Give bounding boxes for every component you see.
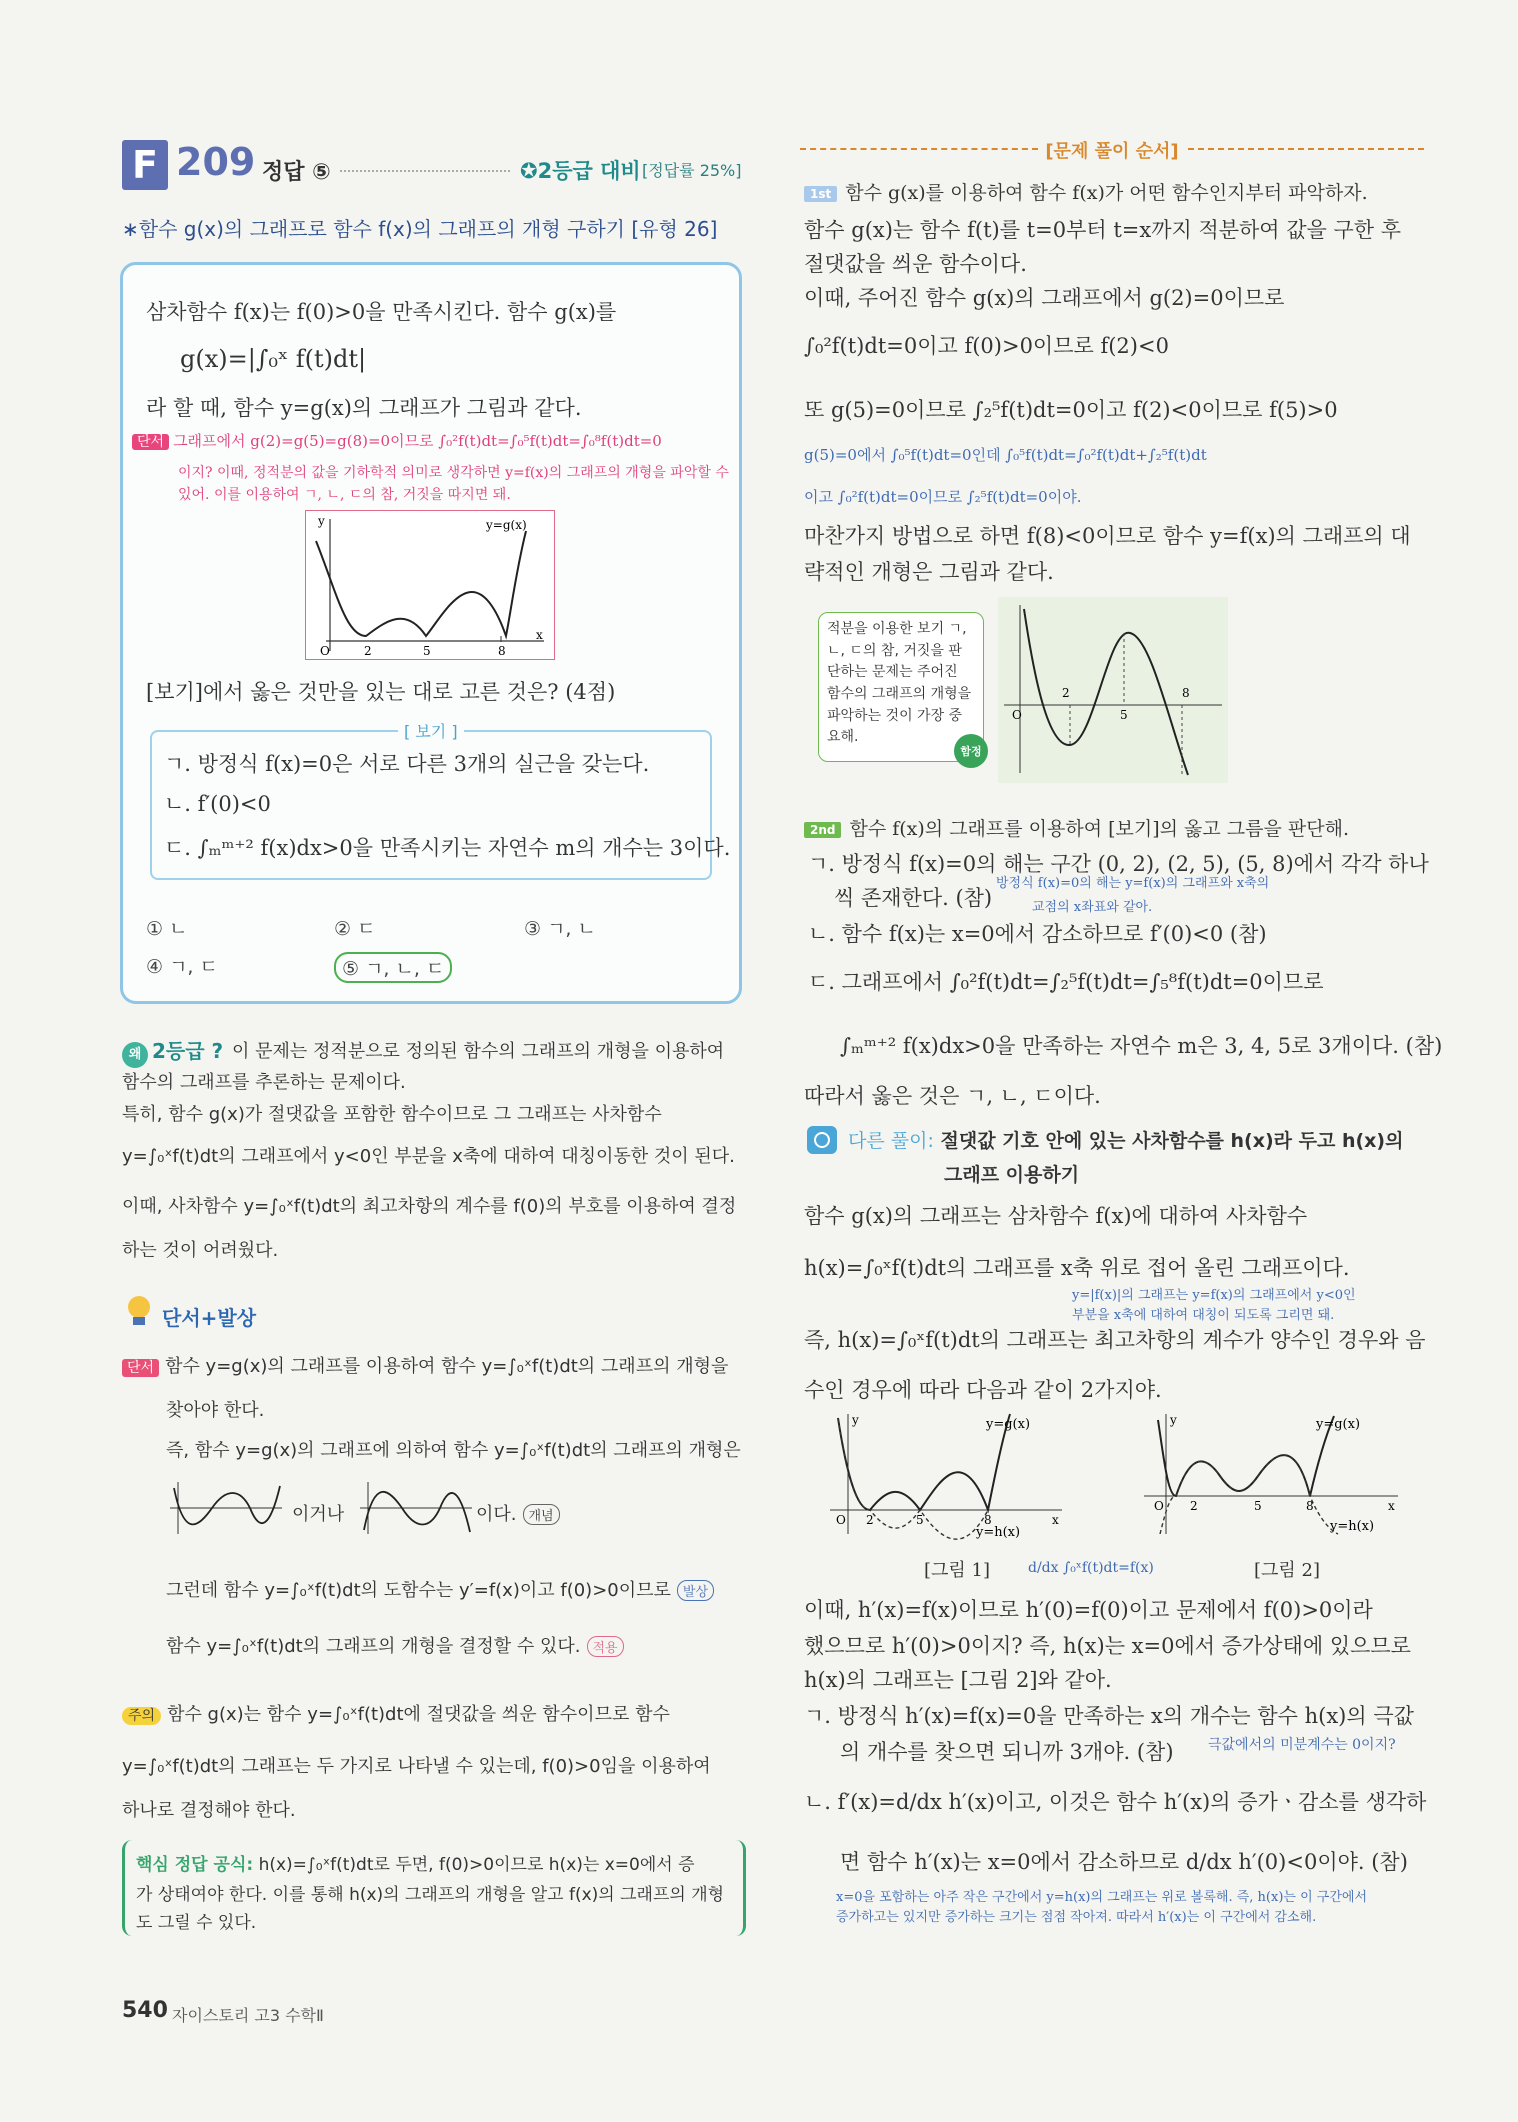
tick-label: 8 bbox=[498, 644, 506, 658]
alt-line: 의 개수를 찾으면 되니까 3개야. (참) bbox=[840, 1740, 1174, 1764]
figure-2-graph bbox=[1140, 1410, 1402, 1540]
figure-note: d/dx ∫₀ˣf(t)dt=f(x) bbox=[1028, 1560, 1154, 1576]
alt-heading: 다른 풀이: 절댓값 기호 안에 있는 사차함수를 h(x)라 두고 h(x)의 bbox=[848, 1130, 1404, 1152]
step1-line: 절댓값을 씌운 함수이다. bbox=[804, 252, 1027, 276]
tick-label: y bbox=[852, 1413, 859, 1427]
alt-line: ㄴ. f′(x)=d/dx h′(x)이고, 이것은 함수 h′(x)의 증가ㆍ감소를 생각하 bbox=[804, 1790, 1427, 1814]
bogi-item: ㄱ. 방정식 f(x)=0은 서로 다른 3개의 실근을 갖는다. bbox=[164, 752, 650, 776]
topic-line: ∗함수 g(x)의 그래프로 함수 f(x)의 그래프의 개형 구하기 [유형 26] bbox=[122, 217, 718, 241]
curve-label: y=g(x) bbox=[986, 1417, 1031, 1432]
choice[interactable]: ④ ㄱ, ㄷ bbox=[146, 956, 218, 978]
why-line: y=∫₀ˣf(t)dt의 그래프에서 y<0인 부분을 x축에 대하여 대칭이동한 것이 된다. bbox=[122, 1146, 735, 1167]
problem-formula: g(x)=|∫₀ˣ f(t)dt| bbox=[180, 345, 367, 373]
danseo-text: 이다. 개념 bbox=[476, 1500, 560, 1526]
key-line: 도 그릴 수 있다. bbox=[136, 1913, 257, 1933]
why-line: 이 문제는 정적분으로 정의된 함수의 그래프의 개형을 이용하여 bbox=[232, 1041, 725, 1062]
page-number: 540 bbox=[122, 1998, 168, 2023]
hint-text: 그래프에서 g(2)=g(5)=g(8)=0이므로 ∫₀²f(t)dt=∫₀⁵f(t)dt=∫₀⁸f(t)dt=0 bbox=[173, 432, 662, 450]
danseo-tag: 단서 bbox=[122, 1359, 159, 1377]
step2-line: ㄱ. 방정식 f(x)=0의 해는 구간 (0, 2), (2, 5), (5, 8)에서 각각 하나 bbox=[808, 852, 1429, 876]
alt-line: 이때, h′(x)=f(x)이므로 h′(0)=f(0)이고 문제에서 f(0)>0이라 bbox=[804, 1598, 1373, 1622]
g-graph bbox=[305, 510, 555, 660]
tick-label: y bbox=[1170, 1413, 1177, 1427]
step2-note: 교점의 x좌표와 같아. bbox=[1032, 900, 1153, 915]
step2-heading: 2nd 함수 f(x)의 그래프를 이용하여 [보기]의 옳고 그름을 판단해. bbox=[804, 814, 1349, 841]
alt-line: ㄱ. 방정식 h′(x)=f(x)=0을 만족하는 x의 개수는 함수 h(x)의 극값 bbox=[804, 1704, 1414, 1728]
step1-line: ∫₀²f(t)dt=0이고 f(0)>0이므로 f(2)<0 bbox=[804, 334, 1169, 358]
tick-label: 2 bbox=[1190, 1499, 1198, 1513]
alt-line: 수인 경우에 따라 다음과 같이 2가지야. bbox=[804, 1378, 1162, 1402]
tick-label: 5 bbox=[916, 1513, 924, 1527]
g-curve bbox=[316, 531, 526, 636]
tick-label: O bbox=[1154, 1499, 1164, 1513]
bogi-title: [ 보기 ] bbox=[398, 719, 464, 742]
step2-line: ㄴ. 함수 f(x)는 x=0에서 감소하므로 f′(0)<0 (참) bbox=[808, 922, 1267, 946]
hint-tag: 단서 bbox=[132, 434, 169, 450]
tick-label: x bbox=[1052, 1513, 1059, 1527]
trap-note-box: 적분을 이용한 보기 ㄱ, ㄴ, ㄷ의 참, 거짓을 판단하는 문제는 주어진 함수의 그래프의 개형을 파악하는 것이 가장 중요해. bbox=[818, 612, 984, 762]
tick-label: 8 bbox=[984, 1513, 992, 1527]
hint-line: 이지? 이때, 정적분의 값을 기하학적 의미로 생각하면 y=f(x)의 그래프의 개형을 파악할 수 bbox=[178, 465, 729, 481]
choice[interactable]: ① ㄴ bbox=[146, 918, 188, 940]
tick-label: 8 bbox=[1306, 1499, 1314, 1513]
choice[interactable]: ③ ㄱ, ㄴ bbox=[524, 918, 596, 940]
key-line: 가 상태여야 한다. 이를 통해 h(x)의 그래프의 개형을 알고 f(x)의 그래프의 개형 bbox=[136, 1885, 725, 1905]
caution-line: 하나로 결정해야 한다. bbox=[122, 1800, 296, 1821]
problem-question: [보기]에서 옳은 것만을 있는 대로 고른 것은? (4점) bbox=[146, 680, 616, 704]
step1-note: 이고 ∫₀²f(t)dt=0이므로 ∫₂⁵f(t)dt=0이야. bbox=[804, 488, 1082, 506]
alt-line: 즉, h(x)=∫₀ˣf(t)dt의 그래프는 최고차항의 계수가 양수인 경우와 음 bbox=[804, 1328, 1426, 1352]
problem-letter-badge: F bbox=[122, 140, 168, 190]
tick-label: 5 bbox=[1120, 708, 1128, 722]
caution-tag: 주의 bbox=[122, 1707, 161, 1725]
alt-final-note: x=0을 포함하는 아주 작은 구간에서 y=h(x)의 그래프는 위로 볼록해. 즉, h(x)는 이 구간에서 bbox=[836, 1890, 1368, 1905]
alt-note: y=|f(x)|의 그래프는 y=f(x)의 그래프에서 y<0인 bbox=[1072, 1288, 1356, 1303]
book-title: 자이스토리 고3 수학Ⅱ bbox=[172, 2006, 324, 2025]
why-line: 이때, 사차함수 y=∫₀ˣf(t)dt의 최고차항의 계수를 f(0)의 부호를 이용하여 결정 bbox=[122, 1196, 737, 1217]
tick-label: 2 bbox=[866, 1513, 874, 1527]
alt-line: 면 함수 h′(x)는 x=0에서 감소하므로 d/dx h′(0)<0이야. (참) bbox=[840, 1850, 1408, 1874]
step1-badge: 1st bbox=[804, 186, 837, 202]
f-graph bbox=[998, 597, 1228, 783]
why-line: 함수의 그래프를 추론하는 문제이다. bbox=[122, 1072, 406, 1093]
tick-label: 8 bbox=[1182, 686, 1190, 700]
hint-line: 있어. 이를 이용하여 ㄱ, ㄴ, ㄷ의 참, 거짓을 따지면 돼. bbox=[178, 487, 511, 503]
choice-correct[interactable]: ⑤ ㄱ, ㄴ, ㄷ bbox=[334, 952, 452, 983]
bogi-item: ㄷ. ∫ₘᵐ⁺² f(x)dx>0을 만족시키는 자연수 m의 개수는 3이다. bbox=[164, 836, 731, 860]
answer-rate: [정답률 25%] bbox=[642, 161, 742, 180]
why-line: 특히, 함수 g(x)가 절댓값을 포함한 함수이므로 그 그래프는 사차함수 bbox=[122, 1104, 662, 1125]
why-badge: 왜 bbox=[122, 1042, 148, 1068]
axis-label-y: y bbox=[318, 514, 325, 528]
caution-line: 주의 함수 g(x)는 함수 y=∫₀ˣf(t)dt에 절댓값을 씌운 함수이므로 함수 bbox=[122, 1700, 670, 1726]
curve-label: y=h(x) bbox=[1330, 1519, 1375, 1534]
step2-note: 방정식 f(x)=0의 해는 y=f(x)의 그래프와 x축의 bbox=[996, 876, 1270, 891]
alt-side-note: 극값에서의 미분계수는 0이지? bbox=[1208, 1737, 1396, 1753]
divider bbox=[1188, 148, 1424, 150]
alt-note: 부분을 x축에 대하여 대칭이 되도록 그리면 돼. bbox=[1072, 1308, 1335, 1323]
step1-heading: 1st 함수 g(x)를 이용하여 함수 f(x)가 어떤 함수인지부터 파악하자. bbox=[804, 178, 1368, 205]
curve-label: y=g(x) bbox=[1316, 1417, 1361, 1432]
step2-line: 따라서 옳은 것은 ㄱ, ㄴ, ㄷ이다. bbox=[804, 1084, 1101, 1108]
apply-pill: 적용 bbox=[587, 1636, 624, 1657]
grade-tag: ✪2등급 대비 bbox=[520, 159, 641, 183]
key-line: 핵심 정답 공식: h(x)=∫₀ˣf(t)dt로 두면, f(0)>0이므로 h(x)는 x=0에서 증 bbox=[136, 1855, 695, 1875]
figure-1-graph bbox=[826, 1410, 1066, 1540]
danseo-line: 단서 함수 y=g(x)의 그래프를 이용하여 함수 y=∫₀ˣf(t)dt의 그래프의 개형을 bbox=[122, 1352, 728, 1378]
wave-graph-option-2 bbox=[356, 1478, 476, 1538]
choice[interactable]: ② ㄷ bbox=[334, 918, 376, 940]
alt-line: 했으므로 h′(0)>0이지? 즉, h(x)는 x=0에서 증가상태에 있으므로 bbox=[804, 1634, 1411, 1658]
tick-label: 5 bbox=[423, 644, 431, 658]
figure-caption: [그림 2] bbox=[1254, 1560, 1320, 1581]
tick-label: 2 bbox=[364, 644, 372, 658]
idea-pill: 발상 bbox=[677, 1580, 714, 1601]
header-dotted-rule bbox=[340, 170, 510, 172]
step2-line: ∫ₘᵐ⁺² f(x)dx>0을 만족하는 자연수 m은 3, 4, 5로 3개이다. (참) bbox=[840, 1034, 1443, 1058]
step1-line: 또 g(5)=0이므로 ∫₂⁵f(t)dt=0이고 f(2)<0이므로 f(5)>0 bbox=[804, 398, 1338, 422]
step1-line: 마찬가지 방법으로 하면 f(8)<0이므로 함수 y=f(x)의 그래프의 대 bbox=[804, 524, 1411, 548]
why-title: 2등급 ? bbox=[152, 1039, 224, 1063]
step1-line: 함수 g(x)는 함수 f(t)를 t=0부터 t=x까지 적분하여 값을 구한 후 bbox=[804, 218, 1402, 242]
curve-label: y=h(x) bbox=[976, 1525, 1021, 1540]
problem-text-line: 라 할 때, 함수 y=g(x)의 그래프가 그림과 같다. bbox=[146, 396, 582, 420]
bogi-item: ㄴ. f′(0)<0 bbox=[164, 792, 271, 816]
alt-line: 함수 g(x)의 그래프는 삼차함수 f(x)에 대하여 사차함수 bbox=[804, 1204, 1308, 1228]
step1-note: g(5)=0에서 ∫₀⁵f(t)dt=0인데 ∫₀⁵f(t)dt=∫₀²f(t)dt+∫₂⁵f(t)dt bbox=[804, 446, 1207, 464]
lightbulb-icon bbox=[124, 1294, 154, 1330]
step1-line: 이때, 주어진 함수 g(x)의 그래프에서 g(2)=0이므로 bbox=[804, 286, 1285, 310]
why-heading bbox=[122, 1035, 223, 1068]
tick-label: O bbox=[836, 1513, 846, 1527]
tick-label: 2 bbox=[1062, 686, 1070, 700]
problem-number: 209 bbox=[176, 140, 256, 184]
wave-graph-option-1 bbox=[166, 1478, 286, 1538]
step1-line: 략적인 개형은 그림과 같다. bbox=[804, 560, 1054, 584]
step2-line: 씩 존재한다. (참) bbox=[834, 886, 993, 910]
concept-pill: 개념 bbox=[523, 1504, 560, 1525]
key-label: 핵심 정답 공식: bbox=[136, 1855, 254, 1875]
why-line: 하는 것이 어려웠다. bbox=[122, 1240, 279, 1261]
tick-label: O bbox=[1012, 708, 1022, 722]
answer-label: 정답 ⑤ bbox=[262, 160, 331, 185]
danseo-text: 이거나 bbox=[292, 1504, 345, 1525]
step2-line: ㄷ. 그래프에서 ∫₀²f(t)dt=∫₂⁵f(t)dt=∫₅⁸f(t)dt=0이므로 bbox=[808, 970, 1324, 994]
alt-line: h(x)의 그래프는 [그림 2]와 같아. bbox=[804, 1668, 1112, 1692]
axis-label-x: x bbox=[536, 628, 543, 642]
step2-badge: 2nd bbox=[804, 822, 841, 838]
figure-caption: [그림 1] bbox=[924, 1560, 990, 1581]
alternative-solution-icon bbox=[806, 1125, 838, 1155]
tick-label: 5 bbox=[1254, 1499, 1262, 1513]
order-header: [문제 풀이 순서] bbox=[1045, 141, 1179, 162]
alt-heading: 그래프 이용하기 bbox=[944, 1164, 1080, 1186]
tick-label: x bbox=[1388, 1499, 1395, 1513]
alt-line: h(x)=∫₀ˣf(t)dt의 그래프를 x축 위로 접어 올린 그래프이다. bbox=[804, 1256, 1350, 1280]
alt-final-note: 증가하고는 있지만 증가하는 크기는 점점 작아져. 따라서 h′(x)는 이 구간에서 감소해. bbox=[836, 1910, 1317, 1925]
tick-label: O bbox=[320, 644, 330, 658]
problem-text-line: 삼차함수 f(x)는 f(0)>0을 만족시킨다. 함수 g(x)를 bbox=[146, 300, 617, 324]
danseo-heading: 단서+발상 bbox=[162, 1306, 257, 1330]
danseo-line: 함수 y=∫₀ˣf(t)dt의 그래프의 개형을 결정할 수 있다. 적용 bbox=[166, 1632, 624, 1658]
alt-label: 다른 풀이: bbox=[848, 1130, 934, 1152]
trap-badge: 함정 bbox=[954, 734, 988, 768]
hint-line bbox=[132, 430, 662, 451]
caution-line: y=∫₀ˣf(t)dt의 그래프는 두 가지로 나타낼 수 있는데, f(0)>0임을 이용하여 bbox=[122, 1756, 711, 1777]
danseo-line: 즉, 함수 y=g(x)의 그래프에 의하여 함수 y=∫₀ˣf(t)dt의 그래프의 개형은 bbox=[166, 1440, 741, 1461]
danseo-line: 그런데 함수 y=∫₀ˣf(t)dt의 도함수는 y′=f(x)이고 f(0)>0이므로 발상 bbox=[166, 1576, 714, 1602]
graph-label: y=g(x) bbox=[486, 518, 527, 532]
danseo-line: 찾아야 한다. bbox=[166, 1400, 265, 1421]
